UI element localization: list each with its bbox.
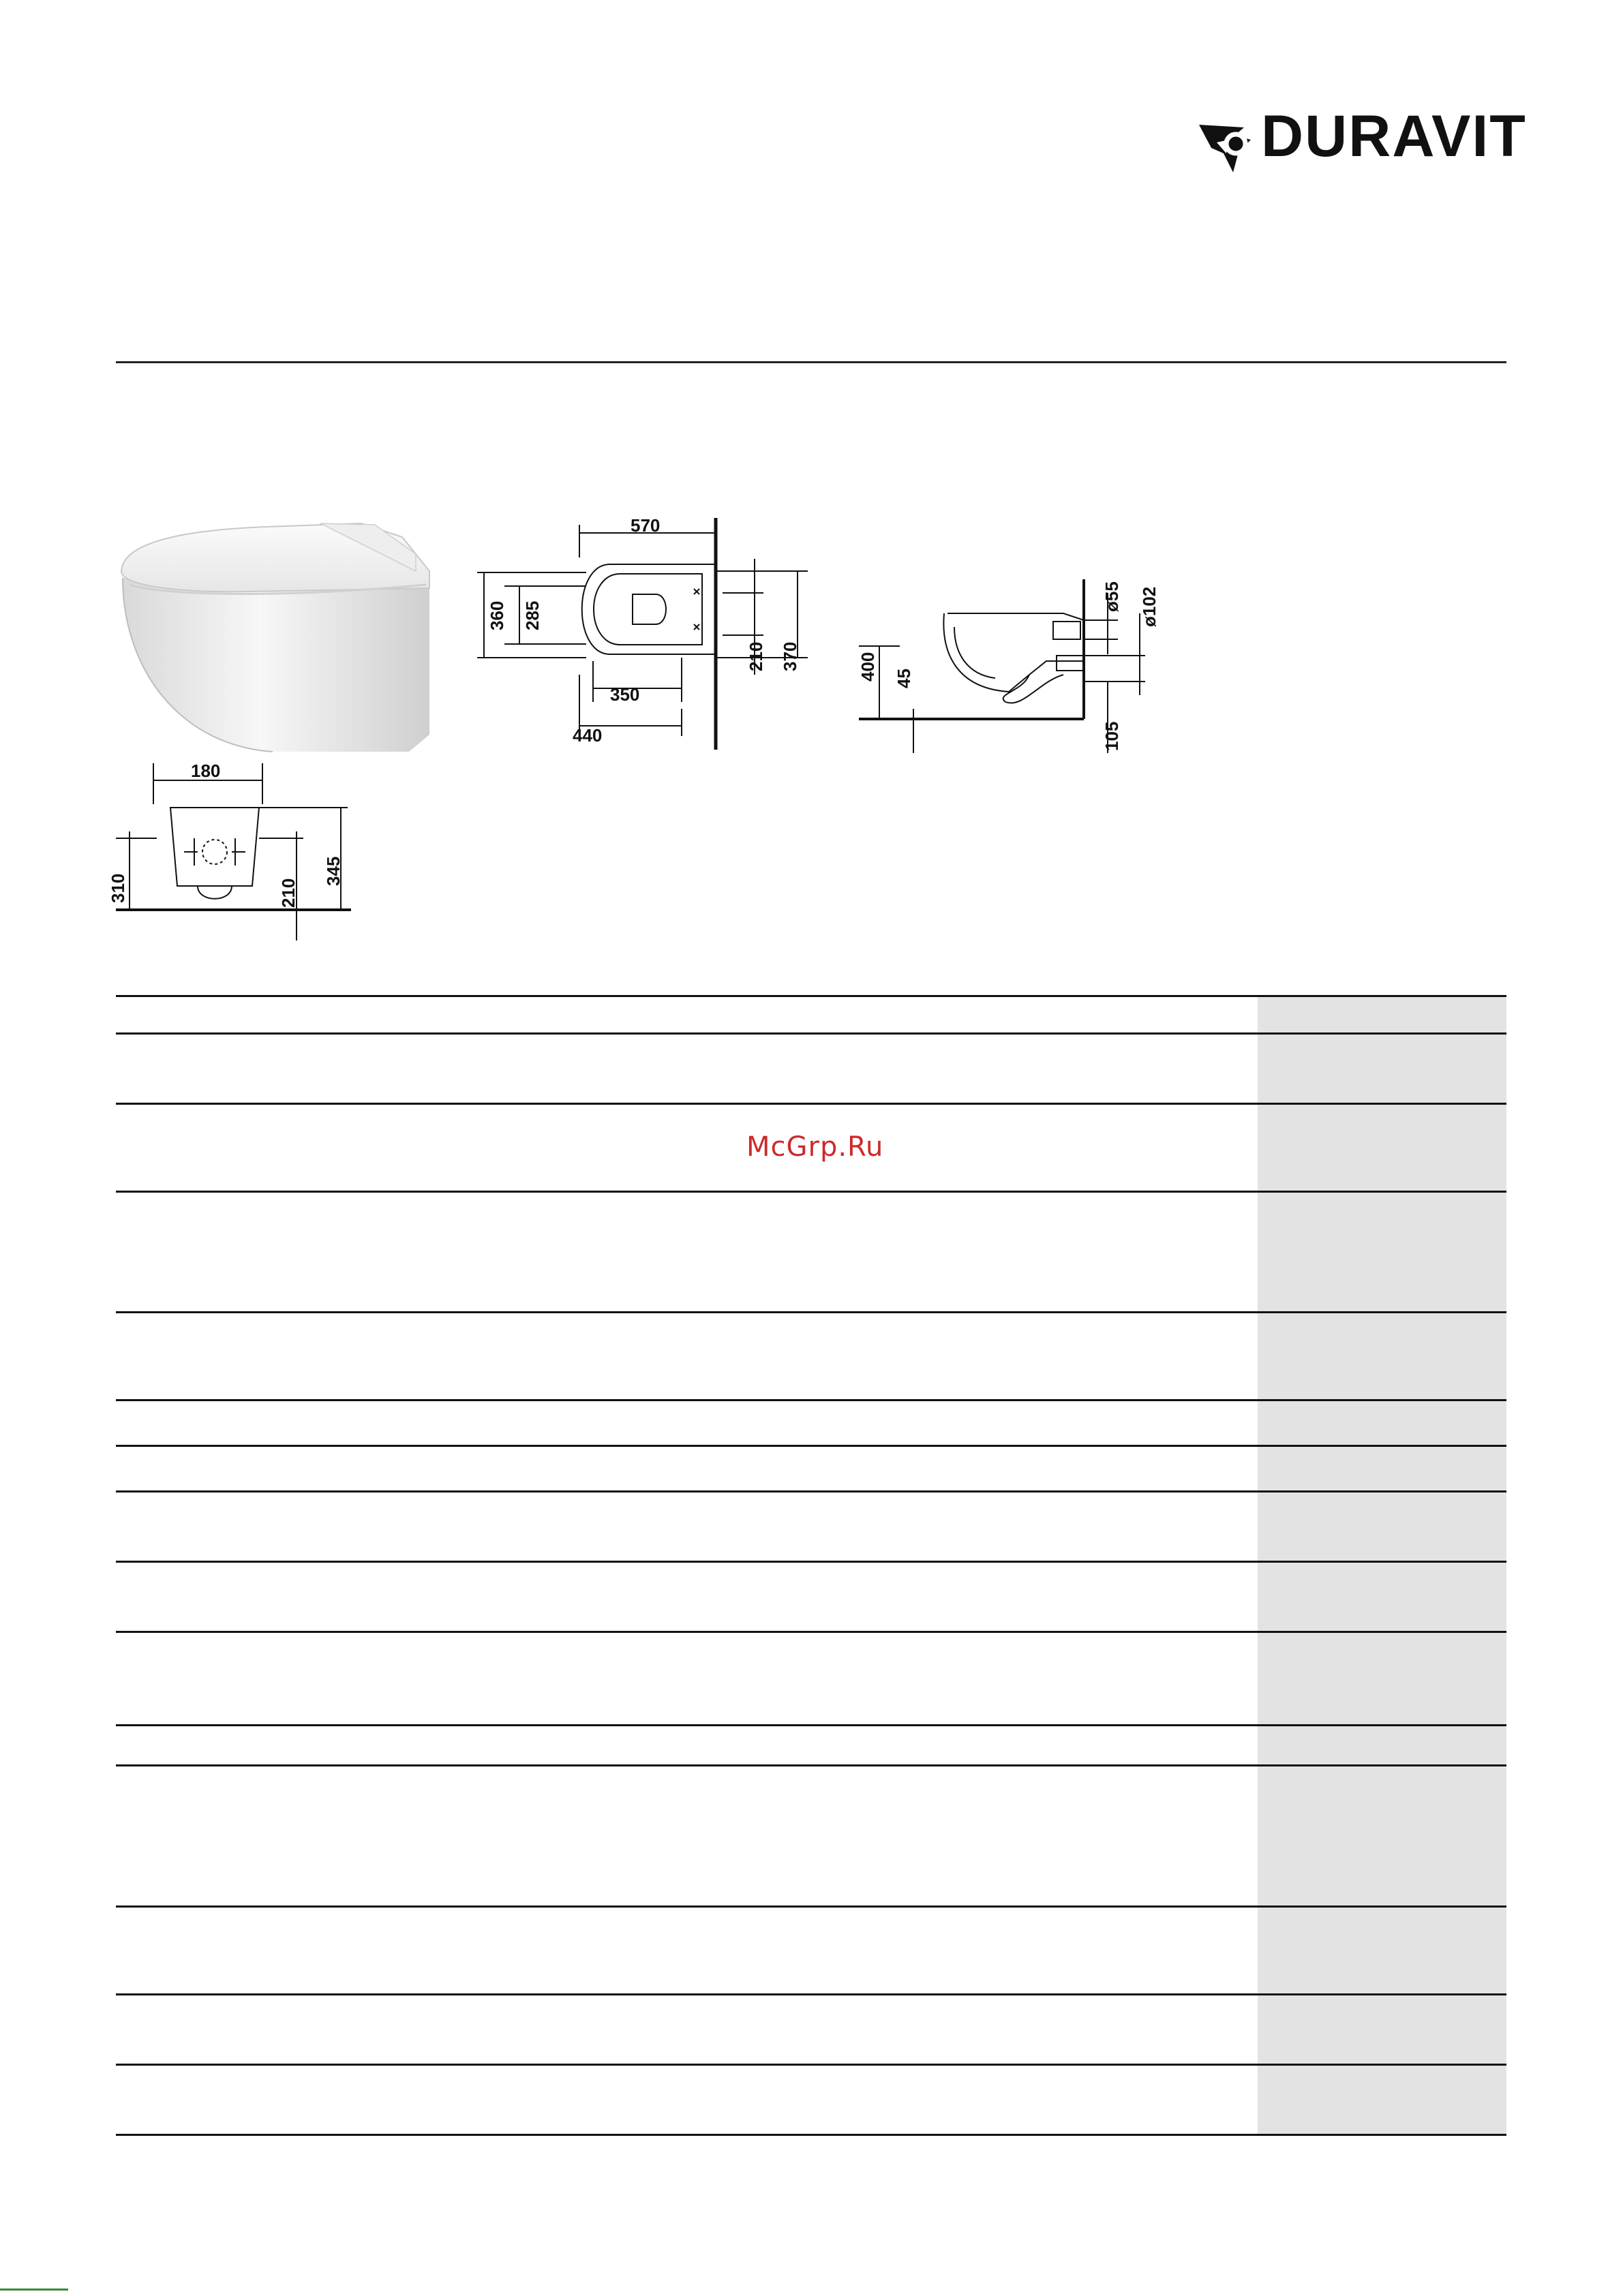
table-row bbox=[116, 1191, 1506, 1311]
row-shade bbox=[1258, 1766, 1506, 1905]
page-corner-mark bbox=[0, 2289, 68, 2291]
dim-350: 350 bbox=[610, 684, 640, 705]
row-shade bbox=[1258, 2066, 1506, 2134]
top-view-drawing bbox=[477, 515, 763, 753]
table-row bbox=[116, 1445, 1506, 1490]
row-shade bbox=[1258, 1193, 1506, 1311]
dim-570: 570 bbox=[631, 515, 661, 536]
dim-400: 400 bbox=[858, 652, 878, 682]
table-row bbox=[116, 1490, 1506, 1561]
side-view-drawing bbox=[859, 579, 1186, 756]
dim-102: ø102 bbox=[1139, 586, 1159, 627]
row-shade bbox=[1258, 1035, 1506, 1103]
table-row bbox=[116, 995, 1506, 1032]
table-row bbox=[116, 1311, 1506, 1399]
dim-345: 345 bbox=[323, 856, 344, 886]
front-view-drawing bbox=[108, 756, 361, 944]
table-row bbox=[116, 1399, 1506, 1445]
duravit-dolphin-icon bbox=[1196, 112, 1261, 177]
table-row bbox=[116, 1905, 1506, 1993]
row-shade bbox=[1258, 1493, 1506, 1561]
row-shade bbox=[1258, 1447, 1506, 1490]
dim-440: 440 bbox=[573, 725, 603, 746]
table-row bbox=[116, 1561, 1506, 1631]
dim-310: 310 bbox=[108, 873, 128, 903]
product-photo bbox=[116, 517, 429, 752]
dim-285: 285 bbox=[522, 600, 543, 630]
dim-210-front: 210 bbox=[278, 878, 299, 908]
row-shade bbox=[1258, 1633, 1506, 1724]
dim-360: 360 bbox=[487, 600, 507, 630]
row-shade bbox=[1258, 1401, 1506, 1445]
dim-180: 180 bbox=[191, 761, 221, 781]
dim-105: 105 bbox=[1102, 721, 1122, 751]
watermark-text: McGrp.Ru bbox=[746, 1131, 884, 1163]
dim-45: 45 bbox=[894, 669, 914, 688]
spec-table bbox=[116, 995, 1506, 2136]
table-row bbox=[116, 1993, 1506, 2064]
row-shade bbox=[1258, 1563, 1506, 1631]
row-shade bbox=[1258, 1995, 1506, 2064]
table-row bbox=[116, 1764, 1506, 1905]
table-row bbox=[116, 2064, 1506, 2134]
table-bottom-rule bbox=[116, 2134, 1506, 2136]
dim-370: 370 bbox=[780, 641, 800, 671]
row-shade bbox=[1258, 997, 1506, 1032]
table-row bbox=[116, 1724, 1506, 1764]
row-shade bbox=[1258, 1726, 1506, 1764]
brand-logo bbox=[1196, 104, 1527, 181]
table-row bbox=[116, 1032, 1506, 1103]
dim-55: ø55 bbox=[1102, 581, 1122, 612]
row-shade bbox=[1258, 1313, 1506, 1399]
table-row bbox=[116, 1631, 1506, 1724]
row-shade bbox=[1258, 1908, 1506, 1993]
header-divider bbox=[116, 361, 1506, 363]
brand-wordmark: DURAVIT bbox=[1261, 104, 1527, 169]
row-shade bbox=[1258, 1105, 1506, 1191]
dim-210-top: 210 bbox=[746, 641, 766, 671]
top-view-dims-right bbox=[743, 586, 804, 688]
